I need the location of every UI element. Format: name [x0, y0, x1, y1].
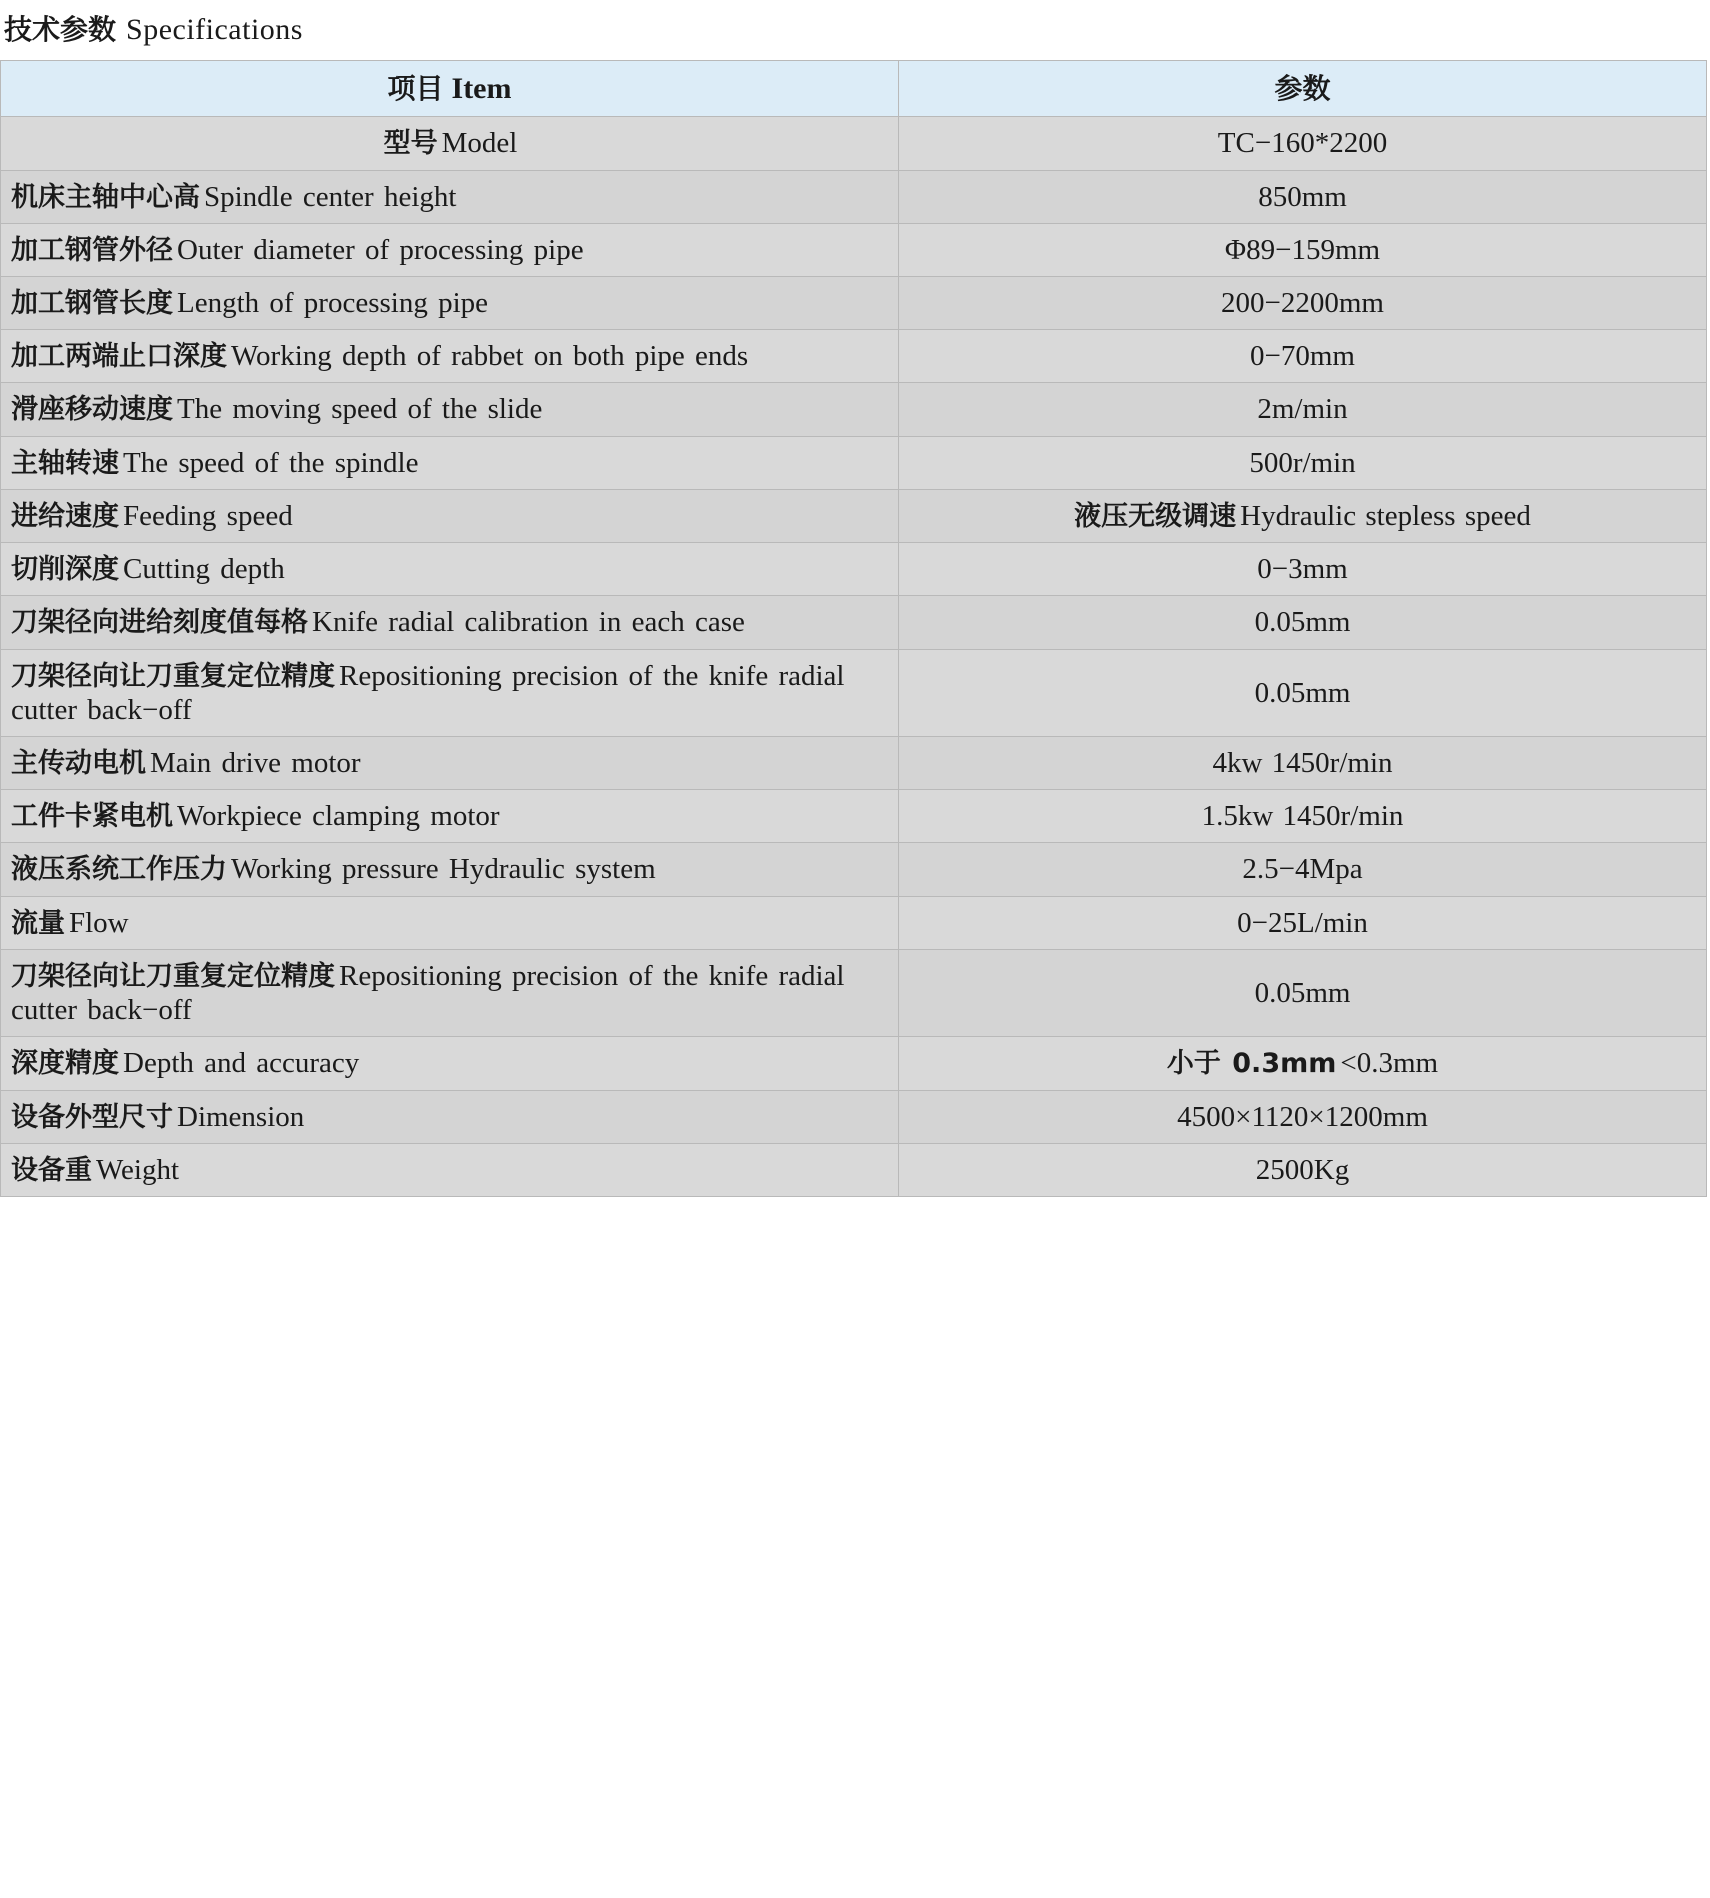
table-row: [1, 383, 1707, 436]
item-label-en: Weight: [96, 1153, 180, 1186]
table-cell-item: [1, 489, 899, 542]
item-label-cn: 加工钢管长度: [11, 288, 173, 320]
value-text-cn: 小于 0.3mm: [1166, 1048, 1337, 1080]
table-cell-item: [1, 737, 899, 790]
item-label-en: Working pressure Hydraulic system: [231, 853, 656, 886]
table-cell-item: [1, 843, 899, 896]
item-label-en: Knife radial calibration in each case: [312, 606, 745, 639]
table-row: [1, 1037, 1707, 1090]
value-text: 0−70mm: [1250, 340, 1355, 373]
item-label-en: Model: [441, 127, 518, 160]
item-label-en: Spindle center height: [204, 180, 457, 213]
item-label-cn: 深度精度: [11, 1048, 119, 1080]
value-text-en: <0.3mm: [1340, 1047, 1439, 1080]
item-label-en: Depth and accuracy: [123, 1047, 360, 1080]
table-cell-item: [1, 436, 899, 489]
item-label-cn: 工件卡紧电机: [11, 801, 173, 833]
table-row: [1, 277, 1707, 330]
table-cell-item: [1, 596, 899, 649]
item-label-en: Main drive motor: [150, 747, 361, 780]
value-text: 0.05mm: [1254, 977, 1351, 1009]
item-label-en: Repositioning precision of the knife radial cutter back−off: [11, 659, 845, 726]
column-header-item-en: Item: [451, 72, 512, 105]
table-row: [1, 1090, 1707, 1143]
column-header-item: [1, 61, 899, 117]
item-label-cn: 流量: [11, 907, 65, 939]
item-label-en: Length of processing pipe: [177, 287, 489, 320]
table-row: [1, 170, 1707, 223]
table-cell-item: [1, 1037, 899, 1090]
item-label-cn: 型号: [383, 128, 438, 160]
table-row: [1, 543, 1707, 596]
page-title-en: Specifications: [126, 13, 303, 46]
table-cell-value: [899, 330, 1707, 383]
table-cell-value: [899, 436, 1707, 489]
table-row: [1, 489, 1707, 542]
table-cell-item: [1, 543, 899, 596]
table-cell-value: [899, 790, 1707, 843]
specifications-table: [0, 60, 1707, 1197]
item-label-en: The speed of the spindle: [123, 446, 419, 479]
table-cell-item: [1, 790, 899, 843]
table-cell-value: [899, 383, 1707, 436]
value-text-cn: 液压无级调速: [1074, 500, 1237, 532]
table-row: [1, 949, 1707, 1036]
item-label-en: Feeding speed: [123, 499, 293, 532]
item-label-en: Cutting depth: [123, 553, 285, 586]
table-row: [1, 223, 1707, 276]
page-title-cn: 技术参数: [4, 13, 117, 46]
table-cell-item: [1, 383, 899, 436]
item-label-cn: 主轴转速: [11, 447, 119, 479]
value-text: 4500×1120×1200mm: [1177, 1100, 1428, 1133]
item-label-cn: 切削深度: [11, 554, 119, 586]
table-cell-value: [899, 117, 1707, 170]
item-label-cn: 滑座移动速度: [11, 394, 173, 426]
table-cell-item: [1, 170, 899, 223]
table-cell-value: [899, 489, 1707, 542]
item-label-en: The moving speed of the slide: [177, 393, 543, 426]
table-cell-value: [899, 277, 1707, 330]
item-label-cn: 设备外型尺寸: [11, 1101, 173, 1133]
item-label-en: Working depth of rabbet on both pipe ends: [231, 340, 749, 373]
table-cell-item: [1, 1090, 899, 1143]
item-label-cn: 主传动电机: [11, 748, 146, 780]
item-label-cn: 设备重: [11, 1154, 92, 1186]
table-cell-item: [1, 1143, 899, 1196]
table-cell-value: [899, 1090, 1707, 1143]
item-label-en: Repositioning precision of the knife radial cutter back−off: [11, 959, 845, 1027]
item-label-cn: 加工两端止口深度: [11, 341, 227, 373]
item-label-en: Dimension: [177, 1100, 305, 1133]
item-label-en: Flow: [69, 906, 129, 939]
table-row: [1, 1143, 1707, 1196]
value-text: 0.05mm: [1254, 606, 1351, 639]
item-label-en: Outer diameter of processing pipe: [177, 233, 584, 266]
value-text: 850mm: [1258, 180, 1347, 213]
table-cell-value: [899, 1037, 1707, 1090]
table-cell-item: [1, 223, 899, 276]
table-cell-value: [899, 649, 1707, 736]
value-text: 2500Kg: [1255, 1153, 1350, 1186]
value-text: 2m/min: [1257, 393, 1348, 426]
table-cell-value: [899, 737, 1707, 790]
value-text-en: Hydraulic stepless speed: [1240, 499, 1531, 532]
column-header-value: [899, 61, 1707, 117]
value-text: Φ89−159mm: [1224, 233, 1381, 266]
value-text: 0−25L/min: [1237, 906, 1368, 939]
table-row: [1, 596, 1707, 649]
table-cell-item: [1, 277, 899, 330]
value-text: 2.5−4Mpa: [1242, 853, 1363, 886]
table-row: [1, 117, 1707, 170]
value-text: 200−2200mm: [1221, 287, 1384, 320]
item-label-cn: 机床主轴中心高: [11, 181, 200, 213]
table-cell-value: [899, 843, 1707, 896]
table-cell-value: [899, 1143, 1707, 1196]
table-cell-value: [899, 170, 1707, 223]
item-label-cn: 加工钢管外径: [11, 234, 173, 266]
table-cell-value: [899, 896, 1707, 949]
table-row: [1, 649, 1707, 736]
table-cell-value: [899, 596, 1707, 649]
table-cell-item: [1, 649, 899, 736]
table-cell-item: [1, 117, 899, 170]
value-text: 0−3mm: [1257, 553, 1348, 586]
column-header-value-cn: 参数: [1274, 71, 1331, 105]
item-label-cn: 刀架径向让刀重复定位精度: [11, 960, 335, 992]
value-text: TC−160*2200: [1217, 127, 1388, 160]
item-label-cn: 刀架径向进给刻度值每格: [11, 607, 308, 639]
table-body: [1, 117, 1707, 1197]
item-label-cn: 刀架径向让刀重复定位精度: [11, 660, 335, 692]
item-label-cn: 液压系统工作压力: [11, 854, 227, 886]
table-row: [1, 737, 1707, 790]
value-text: 0.05mm: [1254, 676, 1351, 709]
table-cell-value: [899, 949, 1707, 1036]
table-header: [1, 61, 1707, 117]
table-header-row: [1, 61, 1707, 117]
table-cell-value: [899, 223, 1707, 276]
value-text: 1.5kw 1450r/min: [1201, 800, 1404, 833]
item-label-cn: 进给速度: [11, 500, 119, 532]
value-text: 4kw 1450r/min: [1212, 747, 1393, 780]
table-row: [1, 790, 1707, 843]
table-row: [1, 896, 1707, 949]
table-cell-item: [1, 949, 899, 1036]
table-row: [1, 436, 1707, 489]
page-title: [0, 0, 1710, 58]
table-cell-item: [1, 896, 899, 949]
table-row: [1, 330, 1707, 383]
value-text: 500r/min: [1249, 446, 1356, 479]
table-row: [1, 843, 1707, 896]
table-cell-item: [1, 330, 899, 383]
item-label-en: Workpiece clamping motor: [177, 800, 500, 833]
table-cell-value: [899, 543, 1707, 596]
column-header-item-cn: 项目: [387, 72, 444, 105]
